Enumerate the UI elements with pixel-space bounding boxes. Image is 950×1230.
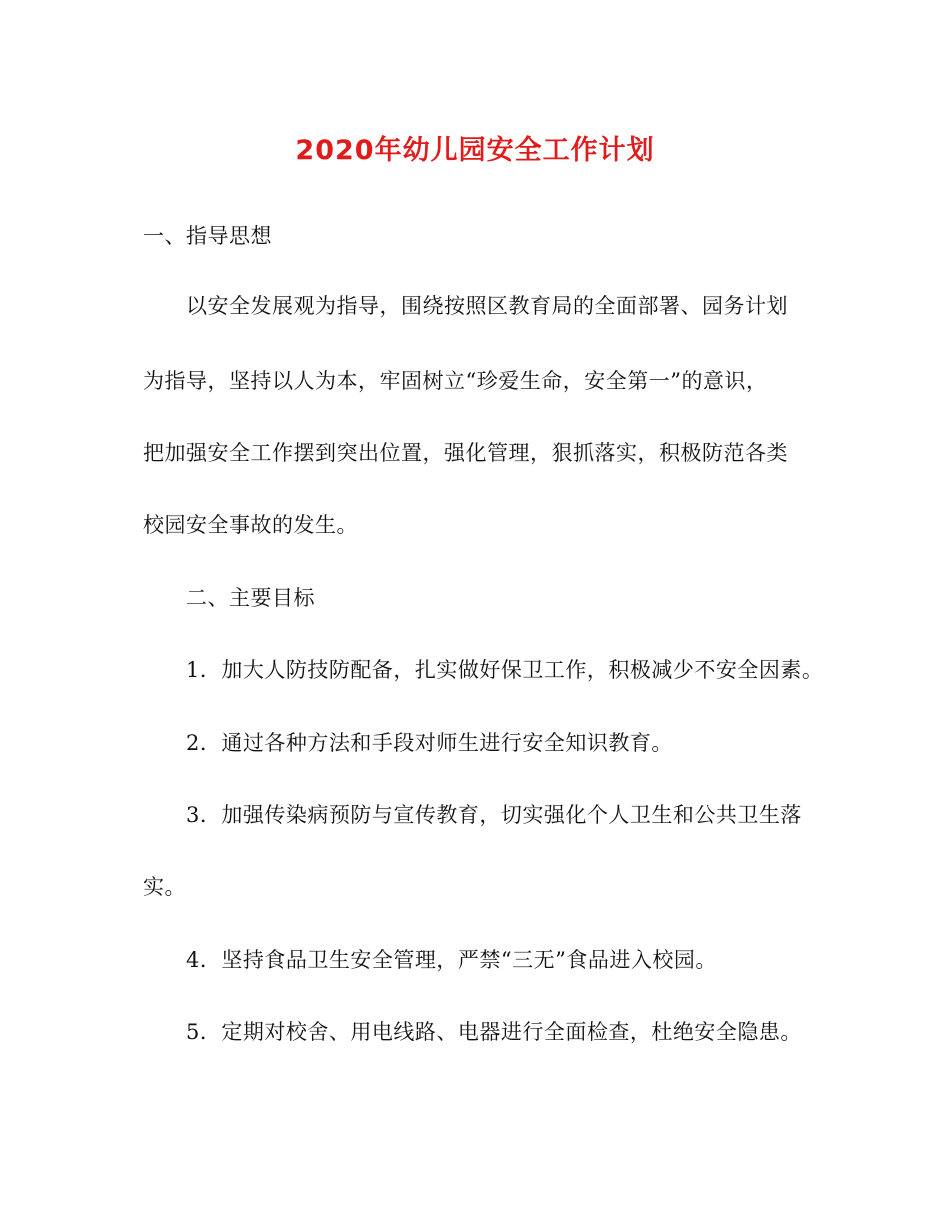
- list-item-continuation: 实。: [143, 875, 186, 899]
- paragraph-line: 把加强安全工作摆到突出位置，强化管理，狠抓落实，积极防范各类: [143, 441, 788, 465]
- list-item: 2．通过各种方法和手段对师生进行安全知识教育。: [186, 731, 673, 755]
- section-heading-main-goals: 二、主要目标: [186, 586, 315, 610]
- document-title: 2020年幼儿园安全工作计划: [295, 135, 655, 166]
- list-item: 1．加大人防技防配备，扎实做好保卫工作，积极减少不安全因素。: [186, 658, 824, 682]
- paragraph-line: 为指导，坚持以人为本，牢固树立“珍爱生命，安全第一”的意识，: [143, 369, 768, 393]
- list-item: 5．定期对校舍、用电线路、电器进行全面检查，杜绝安全隐患。: [186, 1020, 802, 1044]
- list-item: 3．加强传染病预防与宣传教育，切实强化个人卫生和公共卫生落: [186, 803, 802, 827]
- section-heading-guiding-ideology: 一、指导思想: [143, 224, 272, 248]
- paragraph-line: 校园安全事故的发生。: [143, 513, 358, 537]
- paragraph-line: 以安全发展观为指导，围绕按照区教育局的全面部署、园务计划: [186, 294, 788, 318]
- list-item: 4．坚持食品卫生安全管理，严禁“三无”食品进入校园。: [186, 948, 717, 972]
